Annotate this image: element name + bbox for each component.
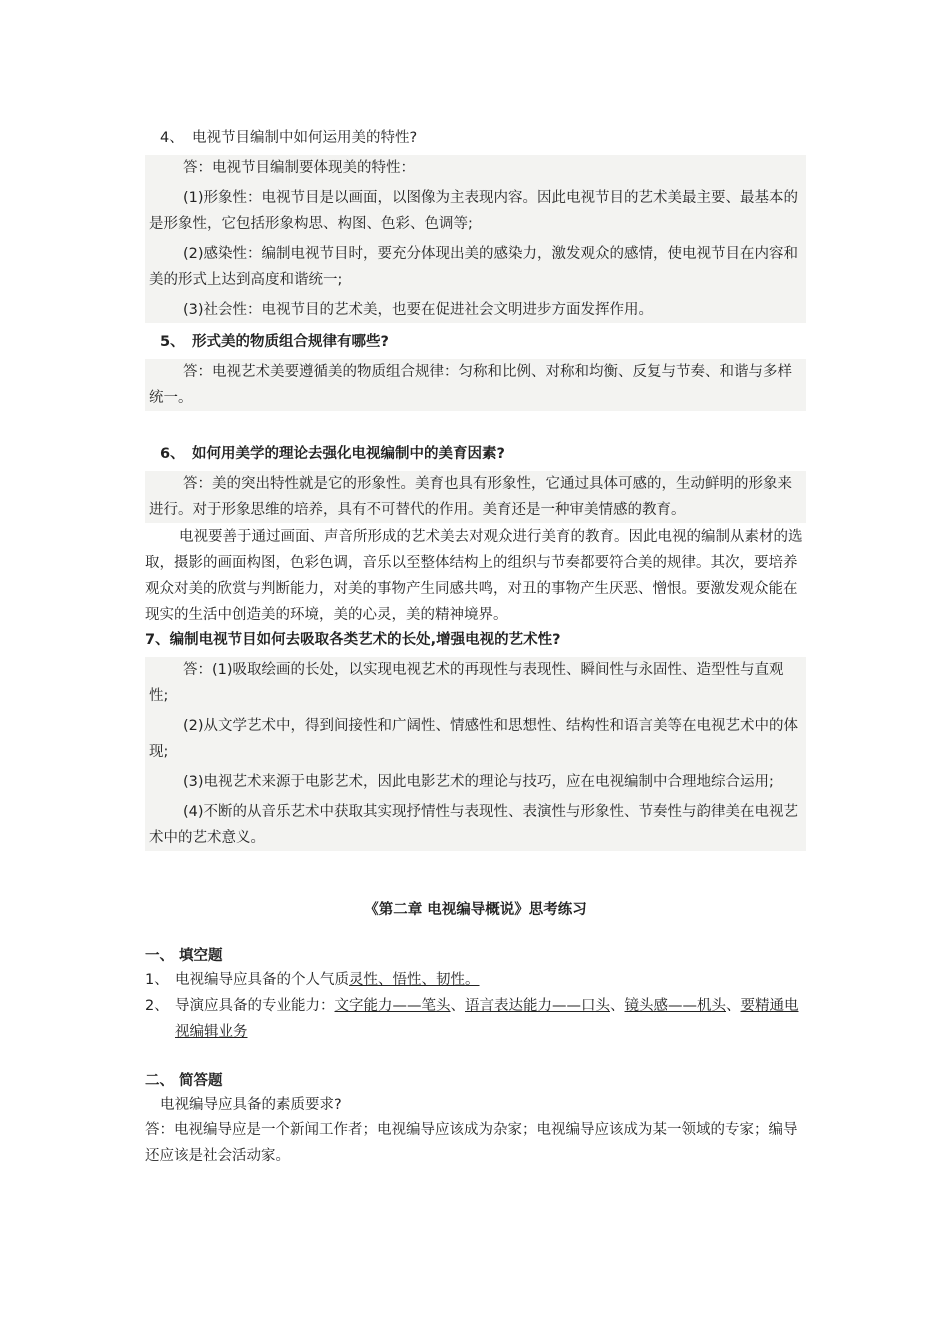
fill-blank-item-2: [145, 993, 810, 1045]
question-7: 7、编制电视节目如何去吸取各类艺术的长处,增强电视的艺术性?: [145, 632, 561, 648]
answer-paragraph: (3)电视艺术来源于电影艺术，因此电影艺术的理论与技巧，应在电视编制中合理地综合运用;: [183, 774, 774, 790]
item-text: [175, 993, 810, 1045]
blank-answer: 灵性、悟性、韧性。: [349, 972, 480, 988]
answer-paragraph: (2)感染性：编制电视节目时，要充分体现出美的感染力，激发观众的感情，使电视节目在内容和美的形式上达到高度和谐统一;: [149, 246, 799, 288]
question-4: [160, 125, 810, 151]
question-number: 6、: [160, 446, 185, 462]
blank-answer: 文字能力——笔头: [334, 998, 451, 1014]
question-6: [160, 441, 810, 467]
answer-paragraph: 答：电视节目编制要体现美的特性：: [183, 160, 415, 176]
item-text: [175, 967, 810, 993]
answer-paragraph: 答：电视艺术美要遵循美的物质组合规律：匀称和比例、对称和均衡、反复与节奏、和谐与多样统一。: [149, 364, 792, 406]
fill-blank-item-1: [145, 967, 810, 993]
separator: 、: [610, 998, 625, 1014]
item-prefix: 导演应具备的专业能力：: [175, 998, 335, 1014]
answer-6-continuation: [145, 524, 806, 628]
blank-answer: 语言表达能力——口头: [465, 998, 610, 1014]
question-5: [160, 329, 810, 355]
question-title: 电视节目编制中如何运用美的特性?: [192, 130, 418, 146]
section-heading-short-answer: 二、 简答题: [145, 1073, 223, 1089]
blank-answer: 镜头感——机头: [624, 998, 726, 1014]
chapter-title: 《第二章 电视编导概说》思考练习: [364, 902, 587, 918]
answer-paragraph: (1)形象性：电视节目是以画面，以图像为主表现内容。因此电视节目的艺术美最主要、最基本的是形象性，它包括形象构思、构图、色彩、色调等;: [149, 190, 799, 232]
answer-4-block: [145, 155, 806, 323]
question-title: 如何用美学的理论去强化电视编制中的美育因素?: [192, 446, 505, 462]
question-title: 形式美的物质组合规律有哪些?: [192, 334, 389, 350]
answer-paragraph: (3)社会性：电视节目的艺术美，也要在促进社会文明进步方面发挥作用。: [183, 302, 654, 318]
answer-6-block: [145, 471, 806, 523]
question-number: 5、: [160, 334, 185, 350]
item-number: 1、: [145, 972, 169, 988]
answer-paragraph: 电视要善于通过画面、声音所形成的艺术美去对观众进行美育的教育。因此电视的编制从素材的选取，摄影的画面构图，色彩色调，音乐以至整体结构上的组织与节奏都要符合美的规律。其次，要培养观众对美的欣赏与判断能力，对美的事物产生同感共鸣，对丑的事物产生厌恶、憎恨。要激发观众能在现实的生活中创造美的环境，美的心灵，美的精神境界。: [145, 529, 803, 623]
separator: 、: [450, 998, 465, 1014]
answer-5-block: [145, 359, 806, 411]
answer-paragraph: 答：(1)吸取绘画的长处，以实现电视艺术的再现性与表现性、瞬间性与永固性、造型性与直观性;: [149, 662, 784, 704]
blank-answer: 要精通电视编辑业务: [175, 998, 799, 1040]
question-number: 4、: [160, 130, 184, 146]
section-heading-fill-blank: 一、 填空题: [145, 948, 223, 964]
short-answer-text: 答：电视编导应是一个新闻工作者；电视编导应该成为杂家；电视编导应该成为某一领域的专家；编导还应该是社会活动家。: [145, 1122, 798, 1164]
short-answer-question: 电视编导应具备的素质要求?: [160, 1097, 342, 1113]
separator: 、: [726, 998, 741, 1014]
answer-paragraph: 答：美的突出特性就是它的形象性。美育也具有形象性，它通过具体可感的，生动鲜明的形象来进行。对于形象思维的培养，具有不可替代的作用。美育还是一种审美情感的教育。: [149, 476, 792, 518]
answer-7-block: [145, 657, 806, 851]
item-number: 2、: [145, 998, 169, 1014]
answer-paragraph: (4)不断的从音乐艺术中获取其实现抒情性与表现性、表演性与形象性、节奏性与韵律美在电视艺术中的艺术意义。: [149, 804, 799, 846]
answer-paragraph: (2)从文学艺术中，得到间接性和广阔性、情感性和思想性、结构性和语言美等在电视艺术中的体现;: [149, 718, 799, 760]
item-prefix: 电视编导应具备的个人气质: [175, 972, 349, 988]
